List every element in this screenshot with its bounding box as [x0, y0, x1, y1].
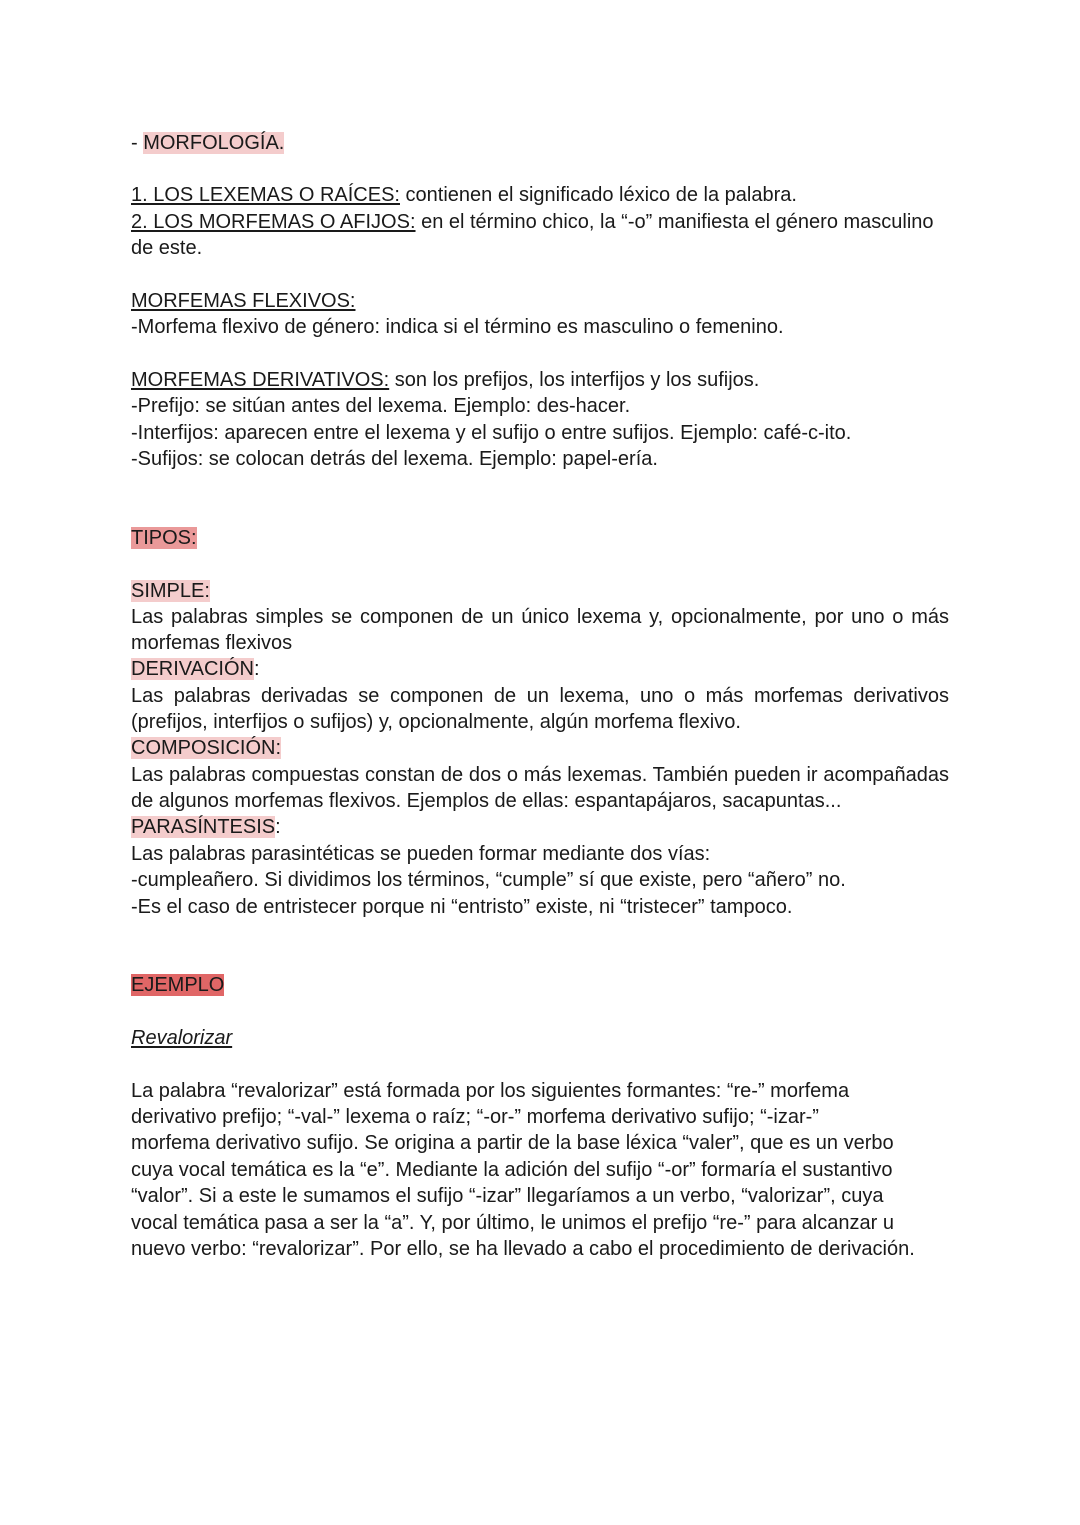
derivativos-heading: MORFEMAS DERIVATIVOS: [131, 369, 390, 391]
ejemplo-line-2: derivativo prefijo; “-val-” lexema o raíz; “-or-” morfema derivativo sufijo; “-izar-” [131, 1106, 819, 1128]
flexivos-item: -Morfema flexivo de género: indica si el término es masculino o femenino. [131, 316, 784, 338]
parasintesis-line-1: Las palabras parasintéticas se pueden formar mediante dos vías: [131, 843, 711, 865]
morfemas-line [131, 209, 934, 235]
derivativos-line [131, 367, 759, 393]
composicion-heading: COMPOSICIÓN: [131, 737, 282, 759]
derivativos-item-prefijo: -Prefijo: se sitúan antes del lexema. Ejemplo: des-hacer. [131, 395, 631, 417]
simple-heading: SIMPLE: [131, 580, 210, 602]
title-line: - MORFOLOGÍA. [131, 132, 285, 154]
parasintesis-line-3: -Es el caso de entristecer porque ni “entristo” existe, ni “tristecer” tampoco. [131, 896, 793, 918]
ejemplo-line-6: vocal temática pasa a ser la “a”. Y, por último, le unimos el prefijo “re-” para alcanzar u [131, 1212, 894, 1234]
morfemas-line-cont: de este. [131, 237, 203, 259]
ejemplo-line-3: morfema derivativo sufijo. Se origina a partir de la base léxica “valer”, que es un verbo [131, 1132, 894, 1154]
parasintesis-heading: PARASÍNTESIS: [131, 816, 281, 838]
derivacion-heading: DERIVACIÓN: [131, 658, 260, 680]
morfemas-label: 2. LOS MORFEMAS O AFIJOS: [131, 211, 416, 233]
ejemplo-line-7: nuevo verbo: “revalorizar”. Por ello, se ha llevado a cabo el procedimiento de derivación. [131, 1238, 915, 1260]
lexemas-line [131, 182, 797, 208]
derivacion-line-2: (prefijos, interfijos o sufijos) y, opcionalmente, algún morfema flexivo. [131, 711, 741, 733]
ejemplo-line-5: “valor”. Si a este le sumamos el sufijo “-izar” llegaríamos a un verbo, “valorizar”, cuya [131, 1185, 884, 1207]
title-morfologia: MORFOLOGÍA. [143, 132, 285, 154]
ejemplo-line-4: cuya vocal temática es la “e”. Mediante la adición del sufijo “-or” formaría el sustantivo [131, 1159, 893, 1181]
derivativos-item-sufijos: -Sufijos: se colocan detrás del lexema. Ejemplo: papel-ería. [131, 448, 658, 470]
ejemplo-word: Revalorizar [131, 1027, 233, 1049]
flexivos-heading: MORFEMAS FLEXIVOS: [131, 290, 356, 312]
lexemas-text: contienen el significado léxico de la palabra. [399, 184, 797, 206]
derivativos-intro: son los prefijos, los interfijos y los sufijos. [389, 369, 760, 391]
derivacion-line-1: Las palabras derivadas se componen de un lexema, uno o más morfemas derivativos [131, 685, 949, 707]
derivativos-item-interfijos: -Interfijos: aparecen entre el lexema y el sufijo o entre sufijos. Ejemplo: café-c-ito. [131, 422, 852, 444]
ejemplo-line-1: La palabra “revalorizar” está formada por los siguientes formantes: “re-” morfema [131, 1080, 850, 1102]
simple-line-1: Las palabras simples se componen de un único lexema y, opcionalmente, por uno o más [131, 606, 949, 628]
tipos-heading: TIPOS: [131, 527, 197, 549]
ejemplo-heading: EJEMPLO [131, 974, 225, 996]
morfemas-text: en el término chico, la “-o” manifiesta el género masculino [415, 211, 934, 233]
simple-line-2: morfemas flexivos [131, 632, 293, 654]
composicion-line-1: Las palabras compuestas constan de dos o más lexemas. También pueden ir acompañadas [131, 764, 949, 786]
composicion-line-2: de algunos morfemas flexivos. Ejemplos de ellas: espantapájaros, sacapuntas... [131, 790, 842, 812]
parasintesis-line-2: -cumpleañero. Si dividimos los términos, “cumple” sí que existe, pero “añero” no. [131, 869, 846, 891]
lexemas-label: 1. LOS LEXEMAS O RAÍCES: [131, 184, 400, 206]
